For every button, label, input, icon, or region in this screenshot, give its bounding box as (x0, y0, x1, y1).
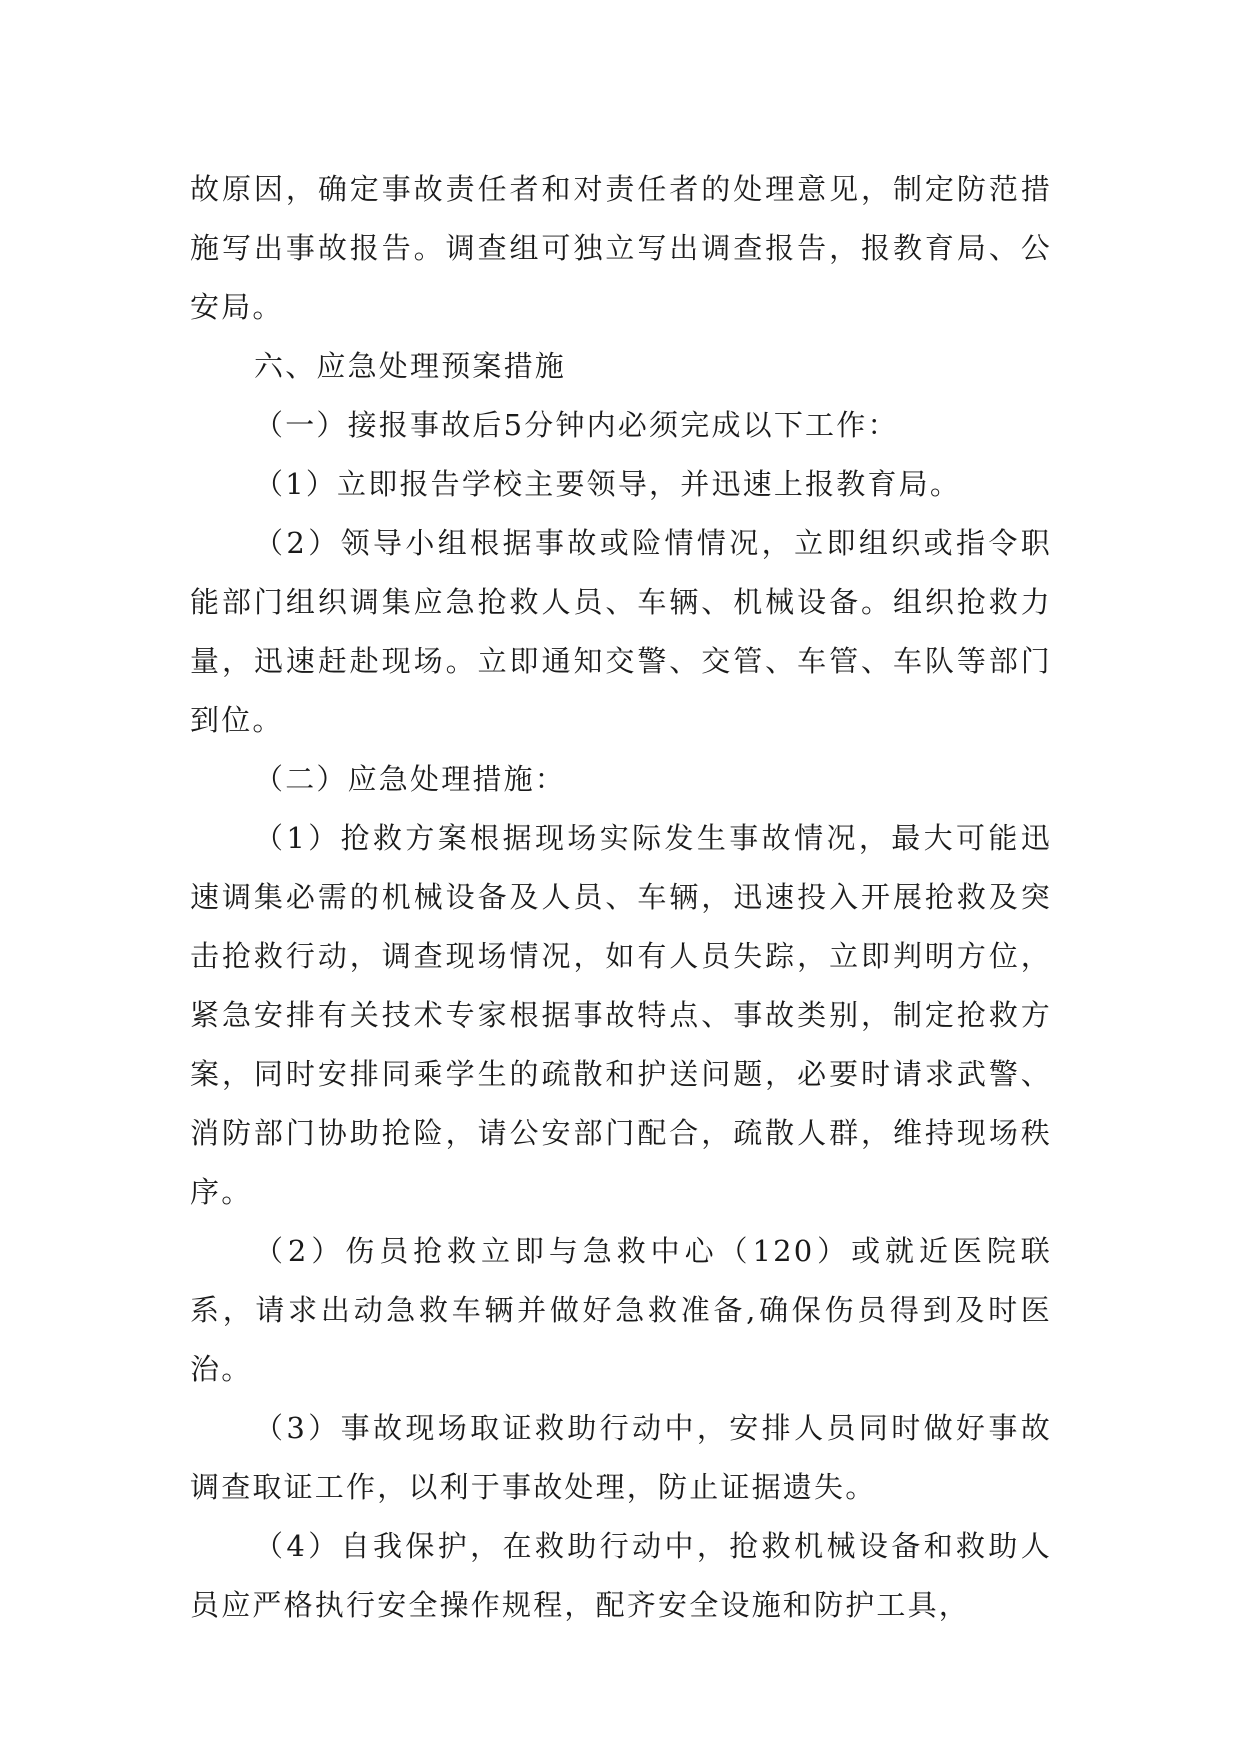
paragraph-rescue-plan: （1）抢救方案根据现场实际发生事故情况，最大可能迅速调集必需的机械设备及人员、车辆，迅速投入开展抢救及突击抢救行动，调查现场情况，如有人员失踪，立即判明方位，紧急安排有关技术专家根据事故特点、事故类别，制定抢救方案，同时安排同乘学生的疏散和护送问题，必要时请求武警、消防部门协助抢险，请公安部门配合，疏散人群，维持现场秩序。 (190, 821, 1052, 1209)
subsection-heading-2: （二）应急处理措施： (254, 762, 567, 796)
paragraph-item-1: （1）立即报告学校主要领导，并迅速上报教育局。 (254, 467, 962, 501)
paragraph-evidence: （3）事故现场取证救助行动中，安排人员同时做好事故调查取证工作，以利于事故处理，防止证据遗失。 (190, 1411, 1052, 1504)
paragraph-casualty-rescue: （2）伤员抢救立即与急救中心（120）或就近医院联系，请求出动急救车辆并做好急救准备,确保伤员得到及时医治。 (190, 1234, 1052, 1386)
section-heading-6: 六、应急处理预案措施 (254, 349, 567, 383)
subsection-heading-1: （一）接报事故后5分钟内必须完成以下工作： (254, 408, 899, 442)
paragraph-self-protection: （4）自我保护，在救助行动中，抢救机械设备和救助人员应严格执行安全操作规程，配齐安全设施和防护工具， (190, 1529, 1052, 1622)
paragraph-0: 故原因，确定事故责任者和对责任者的处理意见，制定防范措施写出事故报告。调查组可独立写出调查报告，报教育局、公安局。 (190, 172, 1052, 324)
document-body (190, 160, 1052, 1635)
paragraph-item-2: （2）领导小组根据事故或险情情况，立即组织或指令职能部门组织调集应急抢救人员、车辆、机械设备。组织抢救力量，迅速赶赴现场。立即通知交警、交管、车管、车队等部门到位。 (190, 526, 1052, 737)
